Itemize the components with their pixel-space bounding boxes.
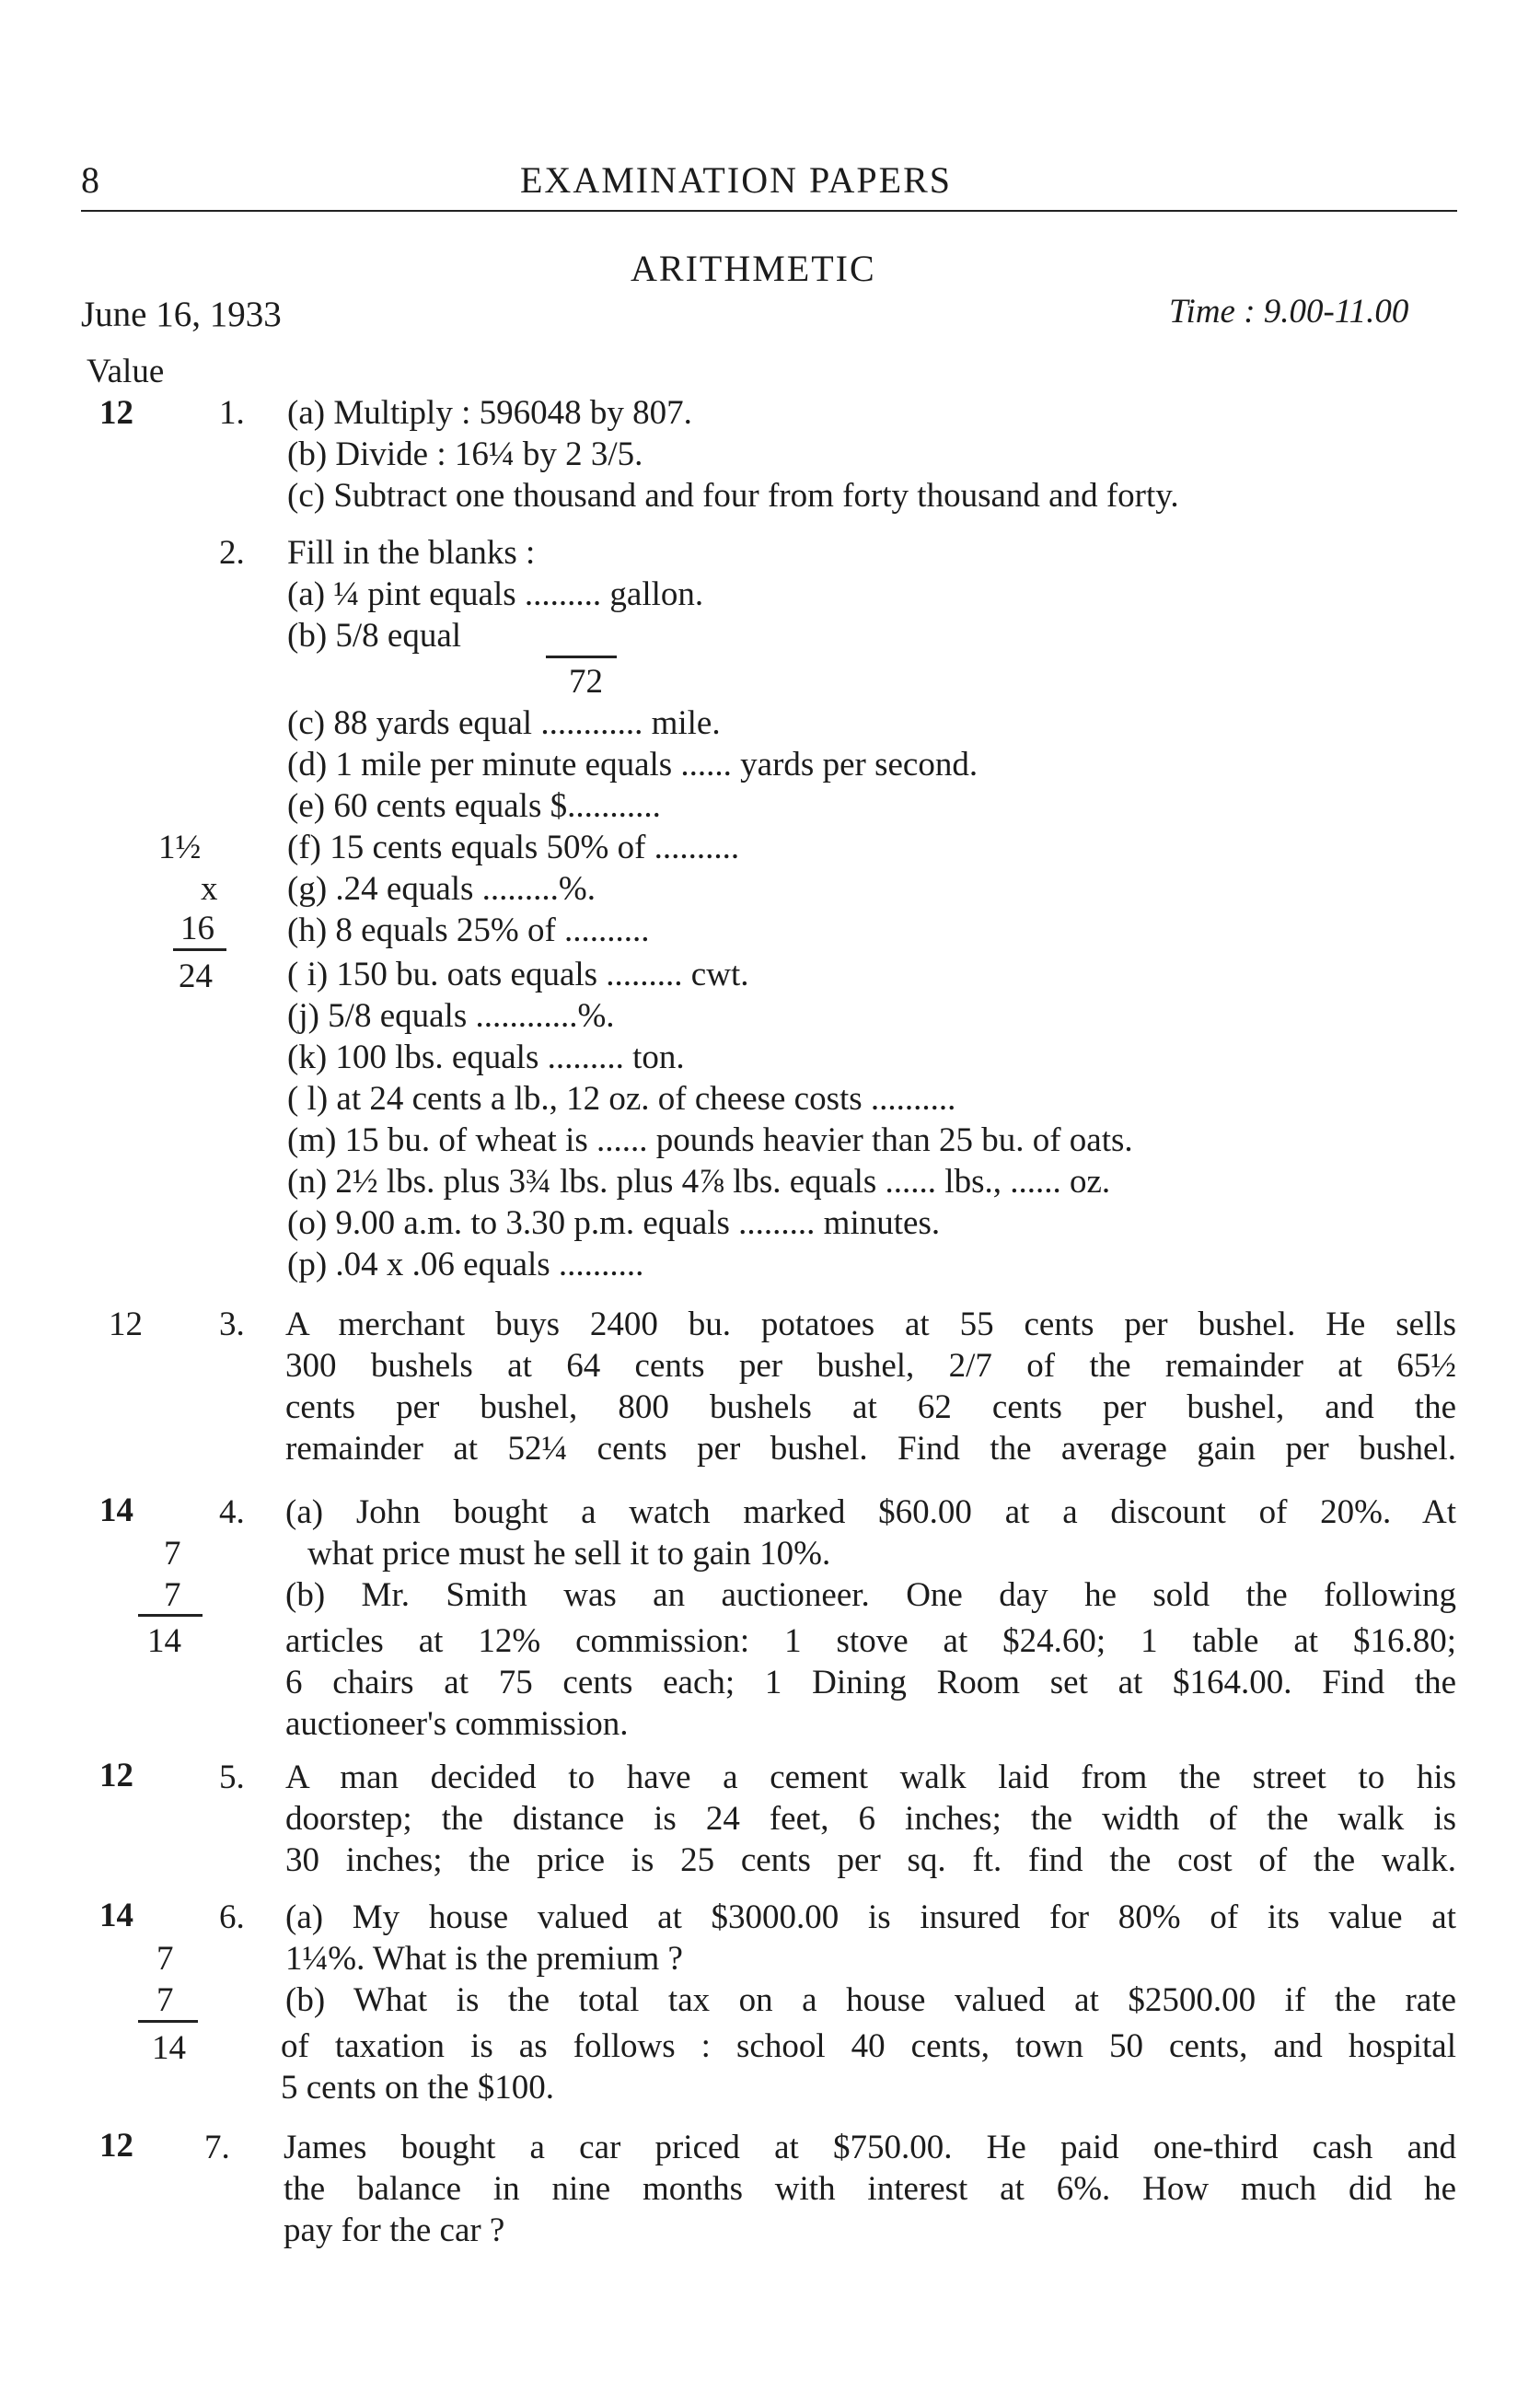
q6-margin-rule bbox=[138, 2020, 198, 2023]
q1-value: 12 bbox=[99, 394, 133, 432]
q2-part-o: (o) 9.00 a.m. to 3.30 p.m. equals ......... minutes. bbox=[287, 1204, 941, 1242]
running-title: EXAMINATION PAPERS bbox=[520, 159, 953, 201]
q2-number: 2. bbox=[219, 534, 245, 572]
q6-margin-calc-3: 14 bbox=[152, 2029, 186, 2067]
q2-part-d: (d) 1 mile per minute equals ...... yards per second. bbox=[287, 746, 978, 784]
q5-value: 12 bbox=[99, 1757, 133, 1794]
q7-line-2: the balance in nine months with interest at 6%. How much did he bbox=[284, 2170, 1456, 2208]
q4-line-3: (b) Mr. Smith was an auctioneer. One day he sold the following bbox=[285, 1576, 1456, 1614]
q2-margin-rule bbox=[173, 948, 226, 951]
exam-date: June 16, 1933 bbox=[81, 295, 282, 334]
q2-part-k: (k) 100 lbs. equals ......... ton. bbox=[287, 1039, 685, 1076]
q1-part-a: (a) Multiply : 596048 by 807. bbox=[287, 394, 692, 432]
q6-line-5: 5 cents on the $100. bbox=[281, 2069, 554, 2107]
q7-number: 7. bbox=[204, 2129, 230, 2166]
q7-value: 12 bbox=[99, 2127, 133, 2165]
q2-part-p: (p) .04 x .06 equals .......... bbox=[287, 1246, 644, 1283]
q6-line-1: (a) My house valued at $3000.00 is insured for 80% of its value at bbox=[285, 1898, 1456, 1936]
q6-line-3: (b) What is the total tax on a house valued at $2500.00 if the rate bbox=[285, 1981, 1456, 2019]
q4-margin-calc-3: 14 bbox=[147, 1622, 181, 1660]
q6-margin-calc-1: 7 bbox=[156, 1940, 174, 1978]
q4-number: 4. bbox=[219, 1493, 245, 1531]
q2-part-e: (e) 60 cents equals $........... bbox=[287, 787, 661, 825]
q5-line-3: 30 inches; the price is 25 cents per sq. ft. find the cost of the walk. bbox=[285, 1841, 1456, 1879]
q6-number: 6. bbox=[219, 1898, 245, 1936]
q3-line-2: 300 bushels at 64 cents per bushel, 2/7 of the remainder at 65½ bbox=[285, 1347, 1456, 1385]
q2-part-b-denominator: 72 bbox=[569, 663, 603, 701]
q2-margin-calc-1: 1½ bbox=[158, 829, 202, 866]
page-number: 8 bbox=[81, 159, 101, 201]
q4-line-2: what price must he sell it to gain 10%. bbox=[307, 1535, 831, 1573]
q6-line-2: 1¼%. What is the premium ? bbox=[285, 1940, 683, 1978]
q2-part-f: (f) 15 cents equals 50% of .......... bbox=[287, 829, 740, 866]
q3-number: 3. bbox=[219, 1306, 245, 1343]
q2-margin-calc-2: x bbox=[201, 870, 218, 908]
q2-part-j: (j) 5/8 equals ............%. bbox=[287, 997, 615, 1035]
q3-line-4: remainder at 52¼ cents per bushel. Find the average gain per bushel. bbox=[285, 1430, 1456, 1468]
q4-value: 14 bbox=[99, 1492, 133, 1529]
q2-part-c: (c) 88 yards equal ............ mile. bbox=[287, 704, 721, 742]
q4-line-6: auctioneer's commission. bbox=[285, 1705, 629, 1743]
q2-part-h: (h) 8 equals 25% of .......... bbox=[287, 911, 650, 949]
q2-margin-calc-3: 16 bbox=[180, 910, 214, 947]
q2-part-a: (a) ¼ pint equals ......... gallon. bbox=[287, 575, 704, 613]
subject-title: ARITHMETIC bbox=[631, 248, 876, 289]
q2-part-g: (g) .24 equals .........%. bbox=[287, 870, 596, 908]
q4-margin-calc-1: 7 bbox=[164, 1535, 181, 1573]
q7-line-1: James bought a car priced at $750.00. He paid one-third cash and bbox=[284, 2129, 1456, 2166]
q2-part-l: ( l) at 24 cents a lb., 12 oz. of cheese costs .......... bbox=[287, 1080, 956, 1118]
q4-margin-rule bbox=[138, 1614, 203, 1617]
q6-line-4: of taxation is as follows : school 40 cents, town 50 cents, and hospital bbox=[281, 2027, 1456, 2065]
q1-part-c: (c) Subtract one thousand and four from forty thousand and forty. bbox=[287, 477, 1179, 515]
q4-line-4: articles at 12% commission: 1 stove at $24.60; 1 table at $16.80; bbox=[285, 1622, 1456, 1660]
q3-value: 12 bbox=[109, 1306, 143, 1343]
q5-line-2: doorstep; the distance is 24 feet, 6 inches; the width of the walk is bbox=[285, 1800, 1456, 1838]
q4-line-5: 6 chairs at 75 cents each; 1 Dining Room set at $164.00. Find the bbox=[285, 1664, 1456, 1701]
q6-margin-calc-2: 7 bbox=[156, 1981, 174, 2019]
q5-line-1: A man decided to have a cement walk laid from the street to his bbox=[285, 1759, 1456, 1796]
q1-number: 1. bbox=[219, 394, 245, 432]
q2-part-n: (n) 2½ lbs. plus 3¾ lbs. plus 4⅞ lbs. equals ...... lbs., ...... oz. bbox=[287, 1163, 1111, 1201]
q2-part-m: (m) 15 bu. of wheat is ...... pounds heavier than 25 bu. of oats. bbox=[287, 1121, 1133, 1159]
q2-part-b: (b) 5/8 equal bbox=[287, 617, 462, 655]
q3-line-3: cents per bushel, 800 bushels at 62 cents per bushel, and the bbox=[285, 1388, 1456, 1426]
q2-part-i: ( i) 150 bu. oats equals ......... cwt. bbox=[287, 956, 749, 993]
header-rule bbox=[81, 210, 1457, 212]
value-column-label: Value bbox=[87, 353, 165, 390]
q4-line-1: (a) John bought a watch marked $60.00 at a discount of 20%. At bbox=[285, 1493, 1456, 1531]
exam-time: Time : 9.00-11.00 bbox=[1169, 293, 1409, 331]
q3-line-1: A merchant buys 2400 bu. potatoes at 55 cents per bushel. He sells bbox=[285, 1306, 1456, 1343]
q5-number: 5. bbox=[219, 1759, 245, 1796]
q2-margin-calc-4: 24 bbox=[179, 958, 213, 995]
q2-fraction-bar bbox=[546, 656, 617, 658]
q2-intro: Fill in the blanks : bbox=[287, 534, 536, 572]
q6-value: 14 bbox=[99, 1897, 133, 1934]
q7-line-3: pay for the car ? bbox=[284, 2211, 505, 2249]
q1-part-b: (b) Divide : 16¼ by 2 3/5. bbox=[287, 435, 643, 473]
q4-margin-calc-2: 7 bbox=[164, 1576, 181, 1614]
